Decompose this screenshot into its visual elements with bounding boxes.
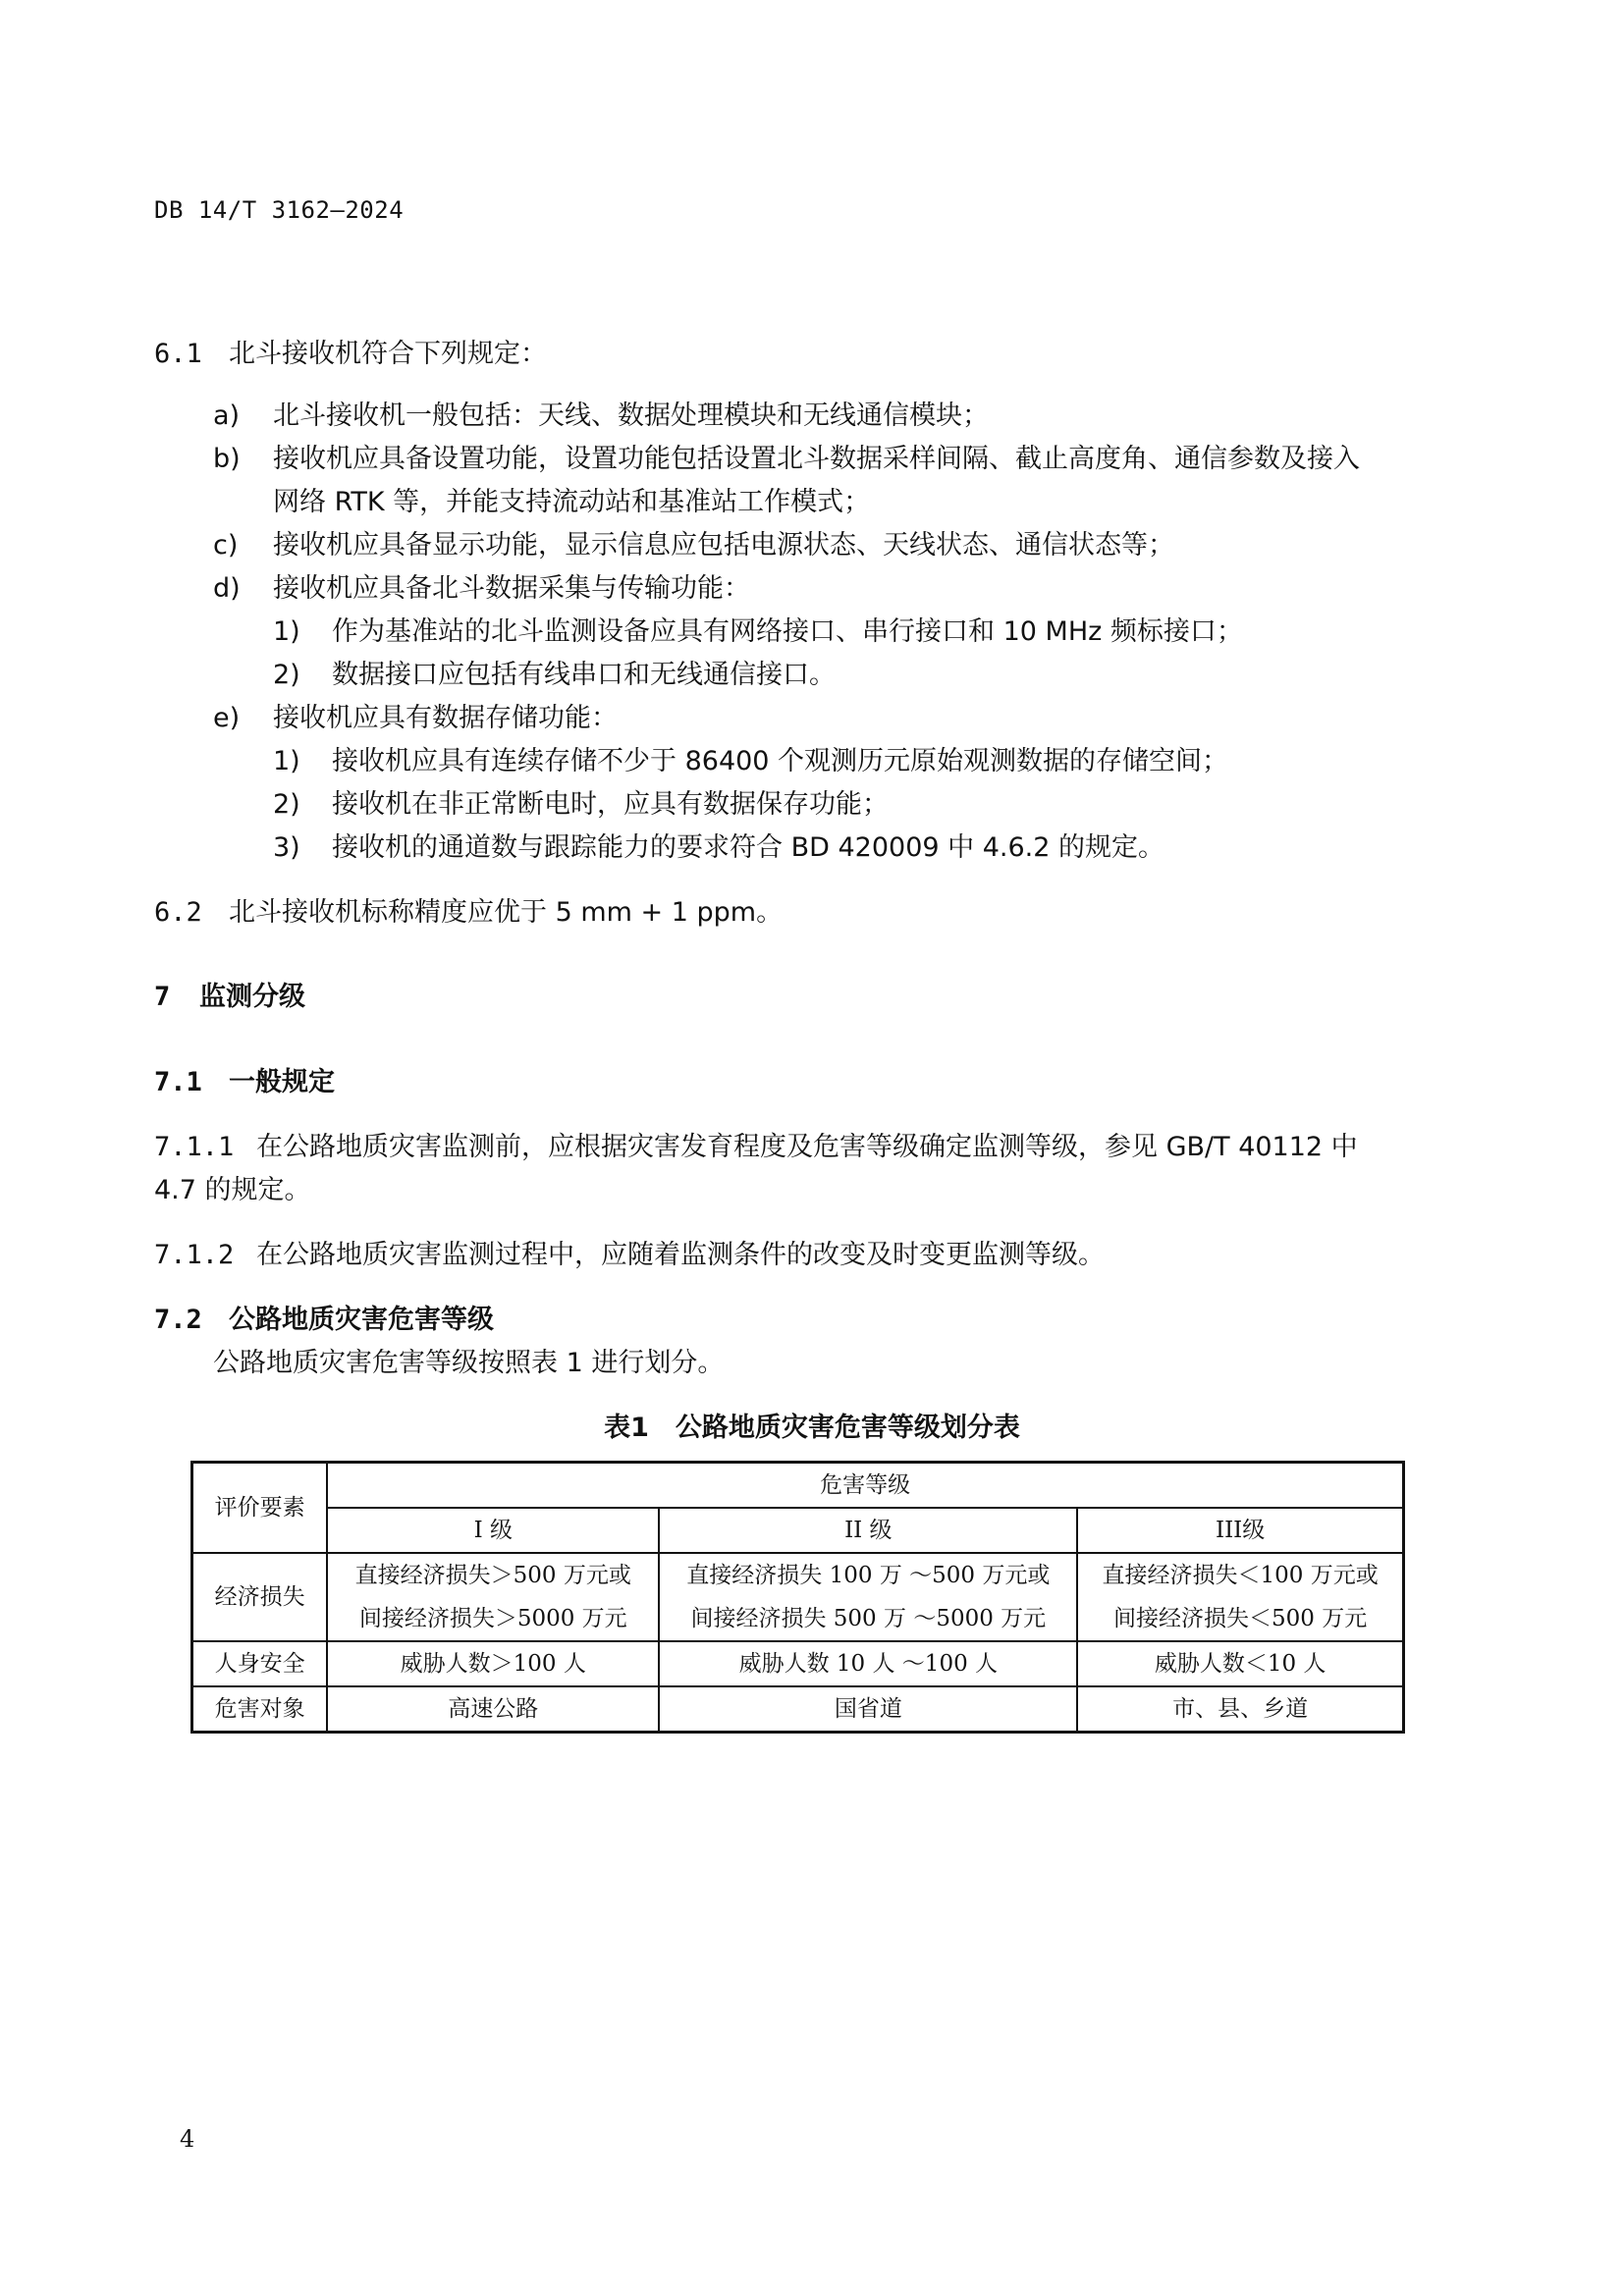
list-label: c) <box>213 530 239 561</box>
table-cell: 威胁人数＞100 人 <box>327 1641 659 1686</box>
table-header-cell: 危害等级 <box>327 1463 1403 1509</box>
section-7-2-body <box>213 1350 724 1376</box>
table-cell: 危害对象 <box>192 1686 328 1733</box>
table-cell: 国省道 <box>659 1686 1077 1733</box>
table-row <box>192 1686 1404 1733</box>
sub-list-item <box>273 662 836 688</box>
table-cell <box>1077 1553 1403 1641</box>
table-cell: 高速公路 <box>327 1686 659 1733</box>
cell-line: 间接经济损失 500 万 ～5000 万元 <box>690 1606 1047 1631</box>
list-text: 数据接口应包括有线串口和无线通信接口。 <box>332 660 836 690</box>
list-label: b) <box>213 444 241 474</box>
table-caption: 表1 公路地质灾害危害等级划分表 <box>604 1413 1020 1443</box>
section-title: 公路地质灾害危害等级 <box>229 1305 494 1335</box>
table-cell: 经济损失 <box>192 1553 328 1641</box>
section-number: 7.1 <box>154 1067 202 1097</box>
section-7-2-heading <box>154 1307 494 1333</box>
table-cell <box>327 1553 659 1641</box>
table-header-row <box>192 1463 1404 1509</box>
section-title: 一般规定 <box>229 1067 335 1097</box>
cell-line: 直接经济损失＜100 万元或 <box>1102 1563 1379 1588</box>
table-header-cell: I 级 <box>327 1508 659 1553</box>
list-text: 作为基准站的北斗监测设备应具有网络接口、串行接口和 10 MHz 频标接口； <box>332 616 1243 647</box>
clause-7-1-2 <box>154 1242 1105 1268</box>
list-text: 网络 RTK 等，并能支持流动站和基准站工作模式； <box>273 487 871 517</box>
list-text: 接收机应具备设置功能，设置功能包括设置北斗数据采样间隔、截止高度角、通信参数及接入 <box>273 444 1360 474</box>
list-text: 接收机应具有连续存储不少于 86400 个观测历元原始观测数据的存储空间； <box>332 746 1229 776</box>
section-7-1-heading <box>154 1069 335 1095</box>
clause-text: 4.7 的规定。 <box>154 1175 311 1205</box>
clause-6-1 <box>154 341 547 367</box>
chapter-7-heading <box>154 984 305 1010</box>
list-label: e) <box>213 703 241 733</box>
clause-7-1-1 <box>154 1134 1358 1160</box>
chapter-number: 7 <box>154 982 171 1012</box>
clause-text: 在公路地质灾害监测前，应根据灾害发育程度及危害等级确定监测等级，参见 GB/T 40112 中 <box>256 1132 1358 1162</box>
list-label: 1) <box>273 746 300 776</box>
cell-line: 直接经济损失＞500 万元或 <box>354 1563 631 1588</box>
list-label: 3) <box>273 832 300 863</box>
list-text: 北斗接收机一般包括：天线、数据处理模块和无线通信模块； <box>273 400 989 431</box>
cell-line: 直接经济损失 100 万 ～500 万元或 <box>686 1563 1051 1588</box>
page-number: 4 <box>180 2125 195 2153</box>
clause-number: 7.1.2 <box>154 1240 235 1270</box>
list-label: 2) <box>273 789 300 820</box>
list-label: 1) <box>273 616 300 647</box>
list-label: 2) <box>273 660 300 690</box>
sub-list-item <box>273 834 1164 861</box>
list-item-continuation <box>273 489 870 515</box>
clause-number: 6.2 <box>154 897 202 928</box>
clause-text: 北斗接收机符合下列规定： <box>229 339 547 369</box>
list-text: 接收机应具有数据存储功能： <box>273 703 618 733</box>
table-cell: 威胁人数＜10 人 <box>1077 1641 1403 1686</box>
clause-number: 6.1 <box>154 339 202 369</box>
list-item <box>213 402 989 429</box>
clause-text: 在公路地质灾害监测过程中，应随着监测条件的改变及时变更监测等级。 <box>256 1240 1105 1270</box>
document-id: DB 14/T 3162—2024 <box>154 196 405 224</box>
list-text: 接收机的通道数与跟踪能力的要求符合 BD 420009 中 4.6.2 的规定。 <box>332 832 1164 863</box>
sub-list-item <box>273 791 889 818</box>
list-item <box>213 705 618 731</box>
list-item <box>213 532 1174 559</box>
clause-number: 7.1.1 <box>154 1132 235 1162</box>
clause-6-2 <box>154 899 783 926</box>
table-row <box>192 1641 1404 1686</box>
table-row <box>192 1553 1404 1641</box>
section-number: 7.2 <box>154 1305 202 1335</box>
cell-line: 间接经济损失＞5000 万元 <box>358 1606 627 1631</box>
sub-list-item <box>273 618 1243 645</box>
list-label: d) <box>213 573 241 604</box>
list-text: 接收机应具备北斗数据采集与传输功能： <box>273 573 750 604</box>
table-cell <box>659 1553 1077 1641</box>
list-label: a) <box>213 400 241 431</box>
table-cell: 威胁人数 10 人 ～100 人 <box>659 1641 1077 1686</box>
clause-7-1-1-continuation <box>154 1177 311 1203</box>
list-text: 接收机应具备显示功能，显示信息应包括电源状态、天线状态、通信状态等； <box>273 530 1174 561</box>
table-header-row <box>192 1508 1404 1553</box>
chapter-title: 监测分级 <box>199 982 305 1012</box>
cell-line: 间接经济损失＜500 万元 <box>1113 1606 1368 1631</box>
clause-text: 北斗接收机标称精度应优于 5 mm + 1 ppm。 <box>229 897 784 928</box>
table-header-cell: II 级 <box>659 1508 1077 1553</box>
hazard-grade-table <box>190 1461 1405 1734</box>
sub-list-item <box>273 748 1228 774</box>
paragraph-text: 公路地质灾害危害等级按照表 1 进行划分。 <box>213 1348 725 1378</box>
list-item <box>213 575 750 602</box>
table-cell: 人身安全 <box>192 1641 328 1686</box>
table-cell: 市、县、乡道 <box>1077 1686 1403 1733</box>
table-header-cell: 评价要素 <box>192 1463 328 1554</box>
table-header-cell: III级 <box>1077 1508 1403 1553</box>
list-text: 接收机在非正常断电时，应具有数据保存功能； <box>332 789 889 820</box>
list-item <box>213 446 1360 472</box>
